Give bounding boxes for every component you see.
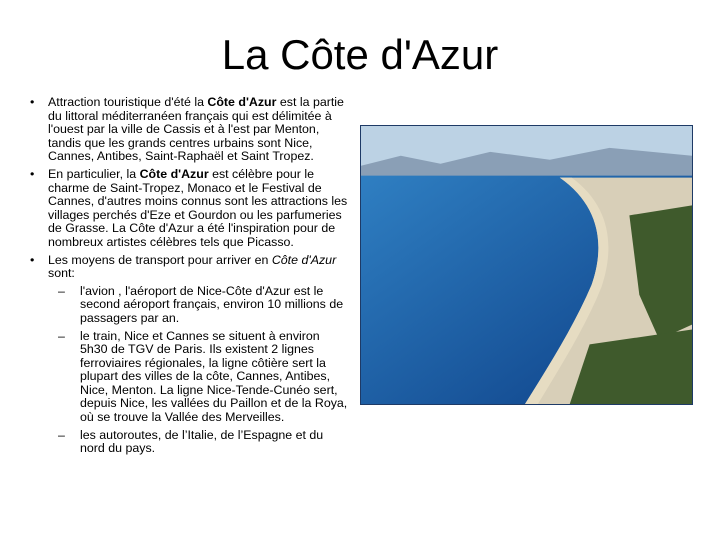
- bullet-emphasis: Côte d'Azur: [207, 95, 277, 109]
- bullet-item: [30, 168, 348, 250]
- slide-body: [30, 96, 348, 460]
- bullet-item: [30, 254, 348, 456]
- bullet-text: Attraction touristique d'été la: [48, 95, 208, 109]
- bullet-list: [30, 96, 348, 456]
- bullet-text: est célèbre pour le charme de Saint-Tropez, Monaco et le Festival de Cannes, d'autres moins connus sont les attractions les villages perchés d'Eze et Gourdon ou les parfumeries de Grasse. La Côte d'Azur a été l'inspiration pour de nombreux artistes célèbres tels que Picasso.: [48, 166, 348, 249]
- bullet-text: est la partie du littoral méditerranéen français qui est délimitée à l'ouest par la ville de Cassis et à l'est par Menton, tandis que les grands centres urbains sont Nice, Cannes, Antibes, Saint-Raphaël et Saint Tropez.: [48, 95, 344, 164]
- sub-bullet-item: – l'avion , l'aéroport de Nice-Côte d'Azur est le second aéroport français, environ 10 millions de passagers par an.: [48, 285, 348, 326]
- coast-photo-illustration: [361, 126, 692, 404]
- sub-bullet-item: – le train, Nice et Cannes se situent à environ 5h30 de TGV de Paris. Ils existent 2 lignes ferroviaires régionales, la ligne côtière sert la plupart des villes de la côte, Cannes, Antibes, Nice, Menton. La ligne Nice-Tende-Cunéo sert, depuis Nice, les vallées du Paillon et de la Roya, où se trouve la Vallée des Merveilles.: [48, 330, 348, 425]
- sub-bullet-list: [48, 285, 348, 456]
- slide-title: La Côte d'Azur: [221, 31, 499, 78]
- bullet-emphasis: Côte d'Azur: [271, 252, 337, 267]
- bullet-text: En particulier, la: [48, 166, 140, 181]
- bullet-emphasis: Côte d'Azur: [139, 166, 209, 181]
- bullet-text: Les moyens de transport pour arriver en: [48, 252, 272, 267]
- bullet-item: [30, 96, 348, 164]
- sub-bullet-item: – les autoroutes, de l’Italie, de l’Espagne et du nord du pays.: [48, 429, 348, 456]
- bullet-text: sont:: [48, 266, 75, 281]
- coast-photo: [360, 125, 693, 405]
